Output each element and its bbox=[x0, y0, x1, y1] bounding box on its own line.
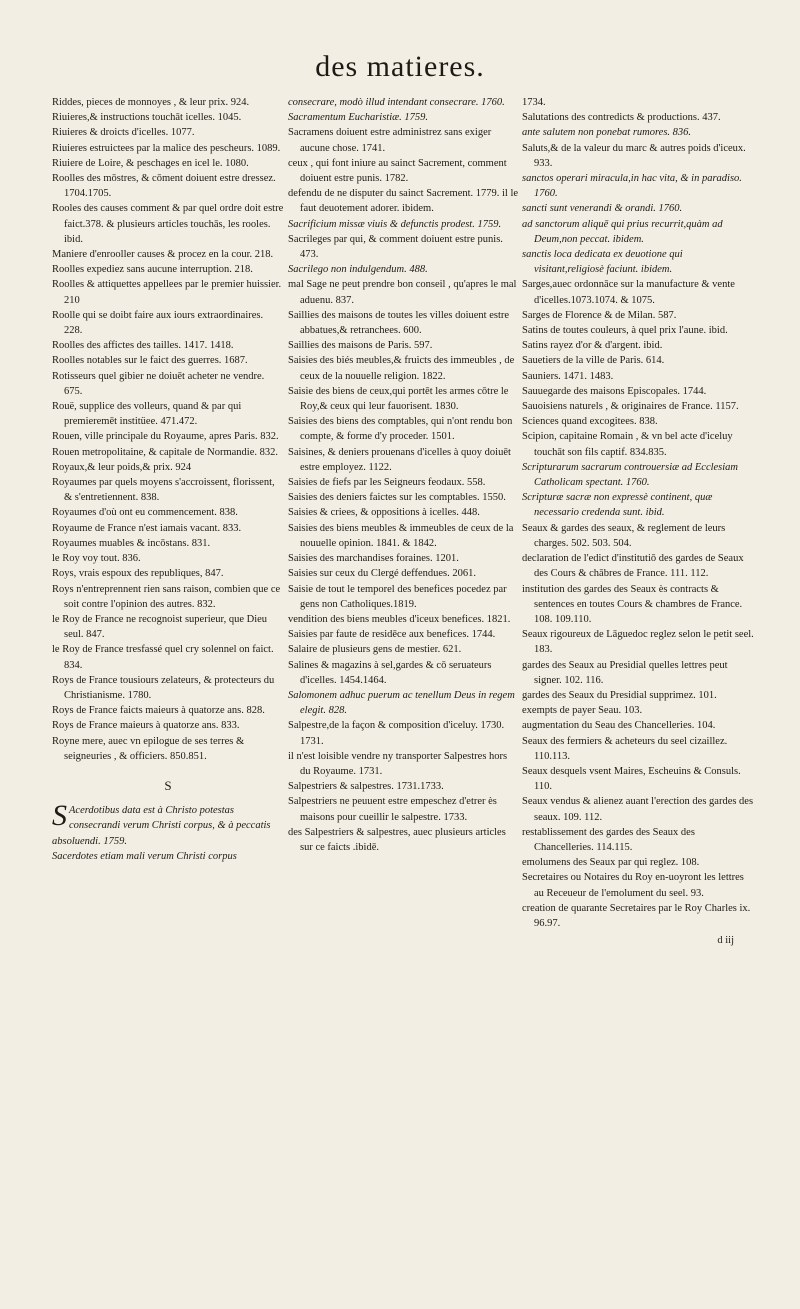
index-entry: Saisies des biens meubles & immeubles de ceux de la nouuelle opinion. 1841. & 1842. bbox=[288, 522, 514, 549]
index-entry: Rouë, supplice des volleurs, quand & par qui premieremēt institüee. 471.472. bbox=[52, 401, 242, 428]
index-entry: Royaumes par quels moyens s'accroissent, florissent, & s'entretiennent. 838. bbox=[52, 477, 275, 504]
index-entry: Sacrileges par qui, & comment doiuent estre punis. 473. bbox=[288, 233, 503, 261]
index-entry: Satins rayez d'or & d'argent. ibid. bbox=[522, 340, 663, 352]
index-entry: Rouen metropolitaine, & capitale de Normandie. 832. bbox=[52, 446, 278, 458]
index-entry: Sciences quand excogitees. 838. bbox=[522, 416, 658, 428]
index-entry: Seaux & gardes des seaux, & reglement de leurs charges. 502. 503. 504. bbox=[522, 522, 726, 549]
index-entry: Roys de France maieurs à quatorze ans. 833. bbox=[52, 720, 240, 732]
drop-cap: S bbox=[52, 799, 67, 833]
index-entry: gardes des Seaux au Presidial quelles lettres peut signer. 102. 116. bbox=[522, 659, 728, 686]
index-entry: le Roy de France tresfassé quel cry solennel on faict. 834. bbox=[52, 644, 274, 671]
index-entry: Seaux desquels vsent Maires, Escheuins & Consuls. 110. bbox=[522, 765, 741, 793]
index-entry: Sacramentum Eucharistiæ. 1759. bbox=[288, 112, 428, 124]
index-entry: Sarges,auec ordonnāce sur la manufacture & vente d'icelles.1073.1074. & 1075. bbox=[522, 279, 735, 306]
index-entry: il n'est loisible vendre ny transporter Salpestres hors du Royaume. 1731. bbox=[288, 750, 508, 777]
index-entry: Rouen, ville principale du Royaume, apres Paris. 832. bbox=[52, 431, 279, 443]
index-entry: Saillies des maisons de Paris. 597. bbox=[288, 340, 433, 352]
index-entry: Rotisseurs quel gibier ne doiuēt acheter ne vendre. 675. bbox=[52, 370, 265, 397]
index-entry: le Roy voy tout. 836. bbox=[52, 553, 141, 565]
index-entry: Riuieres estruictees par la malice des pescheurs. 1089. bbox=[52, 142, 281, 154]
index-entry: Salines & magazins à sel,gardes & cō seruateurs d'icelles. 1454.1464. bbox=[288, 659, 492, 686]
index-entry: Sacrilego non indulgendum. 488. bbox=[288, 264, 428, 276]
index-entry: Royaumes muables & incōstans. 831. bbox=[52, 537, 211, 549]
index-entry: gardes des Seaux du Presidial supprimez. 101. bbox=[522, 689, 717, 701]
index-entry: le Roy de France ne recognoist superieur, que Dieu seul. 847. bbox=[52, 613, 268, 641]
index-column-3 bbox=[522, 95, 754, 948]
index-entry: Seaux vendus & alienez auant l'erection des gardes des seaux. 109. 112. bbox=[522, 796, 754, 823]
index-entry: Roys de France faicts maieurs à quatorze ans. 828. bbox=[52, 705, 265, 717]
index-entry: institution des gardes des Seaux ès contracts & sentences en toutes Cours & chambres de France. 108. 109.110. bbox=[522, 583, 743, 625]
index-entry: sanctis loca dedicata ex deuotione qui visitant,religiosè faciunt. ibidem. bbox=[522, 249, 683, 276]
index-entry: Saisies des biés meubles,& fruicts des immeubles , de ceux de la nouuelle religion. 1822. bbox=[288, 355, 515, 382]
index-entry: Saisies de fiefs par les Seigneurs feodaux. 558. bbox=[288, 477, 486, 489]
index-entry: Scipion, capitaine Romain , & vn bel acte d'iceluy touchāt son fils captif. 834.835. bbox=[522, 431, 733, 458]
index-entry: Salaire de plusieurs gens de mestier. 621. bbox=[288, 644, 462, 656]
index-entry: Salpestre,de la façon & composition d'iceluy. 1730. 1731. bbox=[288, 720, 505, 747]
index-entry: Sarges de Florence & de Milan. 587. bbox=[522, 309, 677, 321]
index-entry: Scripturarum sacrarum controuersiæ ad Ecclesiam Catholicam spectant. 1760. bbox=[522, 461, 739, 489]
index-entry: Sacrificium missæ viuis & defunctis prodest. 1759. bbox=[288, 218, 502, 230]
index-column-1 bbox=[52, 95, 284, 864]
index-entry: augmentation du Seau des Chancelleries. 104. bbox=[522, 720, 716, 732]
index-entry: Maniere d'enrooller causes & procez en la cour. 218. bbox=[52, 249, 274, 261]
index-entry: Salpestriers ne peuuent estre empeschez d'etrer ès maisons pour cueillir le salpestre. 1733. bbox=[288, 796, 497, 823]
index-entry: Saisies par faute de residēce aux benefices. 1744. bbox=[288, 629, 496, 641]
index-entry: Saillies des maisons de toutes les villes doiuent estre abbatues,& retranchees. 600. bbox=[288, 309, 510, 337]
index-entry: Royaux,& leur poids,& prix. 924 bbox=[52, 461, 192, 473]
index-entry: Roolles des mōstres, & cōment doiuent estre dressez. 1704.1705. bbox=[52, 173, 276, 200]
index-entry: Salutations des contredicts & productions. 437. bbox=[522, 112, 721, 124]
index-entry: Roolles des affictes des tailles. 1417. 1418. bbox=[52, 340, 234, 352]
index-entry: emolumens des Seaux par qui reglez. 108. bbox=[522, 857, 700, 869]
index-entry: Seaux des fermiers & acheteurs du seel cizaillez. 110.113. bbox=[522, 735, 728, 762]
index-entry: sancti sunt venerandi & orandi. 1760. bbox=[522, 203, 683, 215]
index-entry: Sauniers. 1471. 1483. bbox=[522, 370, 614, 382]
index-entry: 1734. bbox=[522, 97, 546, 108]
index-entry: Scripturæ sacræ non expressè continent, quæ necessario credenda sunt. ibid. bbox=[522, 492, 713, 519]
index-entry: Salomonem adhuc puerum ac tenellum Deus in regem elegit. 828. bbox=[288, 689, 515, 717]
index-entry: vendition des biens meubles d'iceux benefices. 1821. bbox=[288, 613, 511, 625]
index-entry: consecrare, modò illud intendant consecrare. 1760. bbox=[288, 97, 505, 108]
index-entry: Secretaires ou Notaires du Roy en-uoyront les lettres au Receueur de l'emolument du seel. 93. bbox=[522, 872, 744, 899]
index-entry: ceux , qui font iniure au sainct Sacrement, comment doiuent estre punis. 1782. bbox=[288, 157, 507, 185]
index-entry: Roolles & attiquettes appellees par le premier huissier. 210 bbox=[52, 279, 282, 306]
index-entry: Sacerdotes etiam mali verum Christi corpus bbox=[52, 850, 237, 862]
index-entry: creation de quarante Secretaires par le Roy Charles ix. 96.97. bbox=[522, 902, 751, 929]
index-entry: Royaume de France n'est iamais vacant. 833. bbox=[52, 522, 242, 534]
index-entry: Saisies des marchandises foraines. 1201. bbox=[288, 553, 459, 565]
index-entry: Sauuegarde des maisons Episcopales. 1744. bbox=[522, 385, 707, 397]
index-entry: Saisies & criees, & oppositions à icelles. 448. bbox=[288, 507, 480, 519]
index-entry: Saisies sur ceux du Clergé deffendues. 2061. bbox=[288, 568, 476, 580]
index-entry: Roys de France tousiours zelateurs, & protecteurs du Christianisme. 1780. bbox=[52, 674, 275, 701]
page-title: des matieres. bbox=[315, 50, 485, 83]
index-entry: Royaumes d'où ont eu commencement. 838. bbox=[52, 507, 238, 519]
index-entry: Rooles des causes comment & par quel ordre doit estre faict.378. & plusieurs articles touchās, les rooles. ibid. bbox=[52, 203, 284, 245]
index-entry: Saisies des deniers faictes sur les comptables. 1550. bbox=[288, 492, 506, 504]
index-entry: Roolles notables sur le faict des guerres. 1687. bbox=[52, 355, 248, 367]
index-entry: restablissement des gardes des Seaux des Chancelleries. 114.115. bbox=[522, 826, 695, 853]
index-entry: Saisies des biens des comptables, qui n'ont rendu bon compte, & forme d'y proceder. 1501. bbox=[288, 416, 513, 443]
index-entry: declaration de l'edict d'institutiō des gardes de Seaux des Cours & chābres de France. 111. 112. bbox=[522, 553, 744, 580]
index-entry: Sacramens doiuent estre administrez sans exiger aucune chose. 1741. bbox=[288, 127, 492, 154]
index-entry: Roolle qui se doibt faire aux iours extraordinaires. 228. bbox=[52, 309, 264, 337]
index-entry: Roys n'entreprennent rien sans raison, combien que ce soit contre l'opinion des autres. 832. bbox=[52, 583, 281, 610]
index-entry: Roys, vrais espoux des republiques, 847. bbox=[52, 568, 224, 580]
index-entry: ad sanctorum aliquē qui prius recurrit,quàm ad Deum,non peccat. ibidem. bbox=[522, 218, 723, 245]
index-entry: Royne mere, auec vn epilogue de ses terres & seigneuries , & officiers. 850.851. bbox=[52, 735, 245, 762]
index-entry: Riuieres & droicts d'icelles. 1077. bbox=[52, 127, 195, 139]
index-entry: ante salutem non ponebat rumores. 836. bbox=[522, 127, 692, 139]
index-entry: Riddes, pieces de monnoyes , & leur prix. 924. bbox=[52, 97, 250, 108]
index-entry: defendu de ne disputer du sainct Sacrement. 1779. il le faut deuotement adorer. ibidem. bbox=[288, 188, 519, 215]
index-entry: sanctos operari miracula,in hac vita, & in paradiso. 1760. bbox=[522, 173, 742, 200]
index-entry: exempts de payer Seau. 103. bbox=[522, 705, 643, 717]
signature-mark: d iij bbox=[717, 935, 734, 947]
index-entry: Sauoisiens naturels , & originaires de France. 1157. bbox=[522, 401, 739, 413]
index-entry: Saisie de tout le temporel des benefices pocedez par gens non Catholiques.1819. bbox=[288, 583, 507, 610]
index-entry: Saisie des biens de ceux,qui portēt les armes cōtre le Roy,& ceux qui leur fauorisent. 1830. bbox=[288, 385, 509, 413]
index-entry: Satins de toutes couleurs, à quel prix l'aune. ibid. bbox=[522, 325, 728, 337]
index-entry: Salpestriers & salpestres. 1731.1733. bbox=[288, 781, 444, 793]
index-entry bbox=[52, 799, 284, 849]
entry-text: Acerdotibus data est à Christo potestas consecrandi verum Christi corpus, & à peccatis absoluendi. 1759. bbox=[52, 805, 271, 847]
index-entry: des Salpestriers & salpestres, auec plusieurs articles sur ce faicts .ibidē. bbox=[288, 826, 506, 853]
index-column-2 bbox=[288, 95, 520, 855]
index-entry: Sauetiers de la ville de Paris. 614. bbox=[522, 355, 665, 367]
index-entry: Riuieres,& instructions touchāt icelles. 1045. bbox=[52, 112, 242, 124]
index-entry: Saisines, & deniers prouenans d'icelles à quoy doiuēt estre employez. 1122. bbox=[288, 446, 511, 473]
index-entry: Roolles expediez sans aucune interruption. 218. bbox=[52, 264, 253, 276]
section-letter: S bbox=[164, 777, 172, 793]
index-entry: Riuiere de Loire, & peschages en icel le. 1080. bbox=[52, 157, 249, 169]
index-entry: Saluts,& de la valeur du marc & autres poids d'iceux. 933. bbox=[522, 142, 746, 169]
index-entry: mal Sage ne peut prendre bon conseil , qu'apres le mal aduenu. 837. bbox=[288, 279, 517, 306]
index-entry: Seaux rigoureux de Lāguedoc reglez selon le petit seel. 183. bbox=[522, 629, 754, 656]
